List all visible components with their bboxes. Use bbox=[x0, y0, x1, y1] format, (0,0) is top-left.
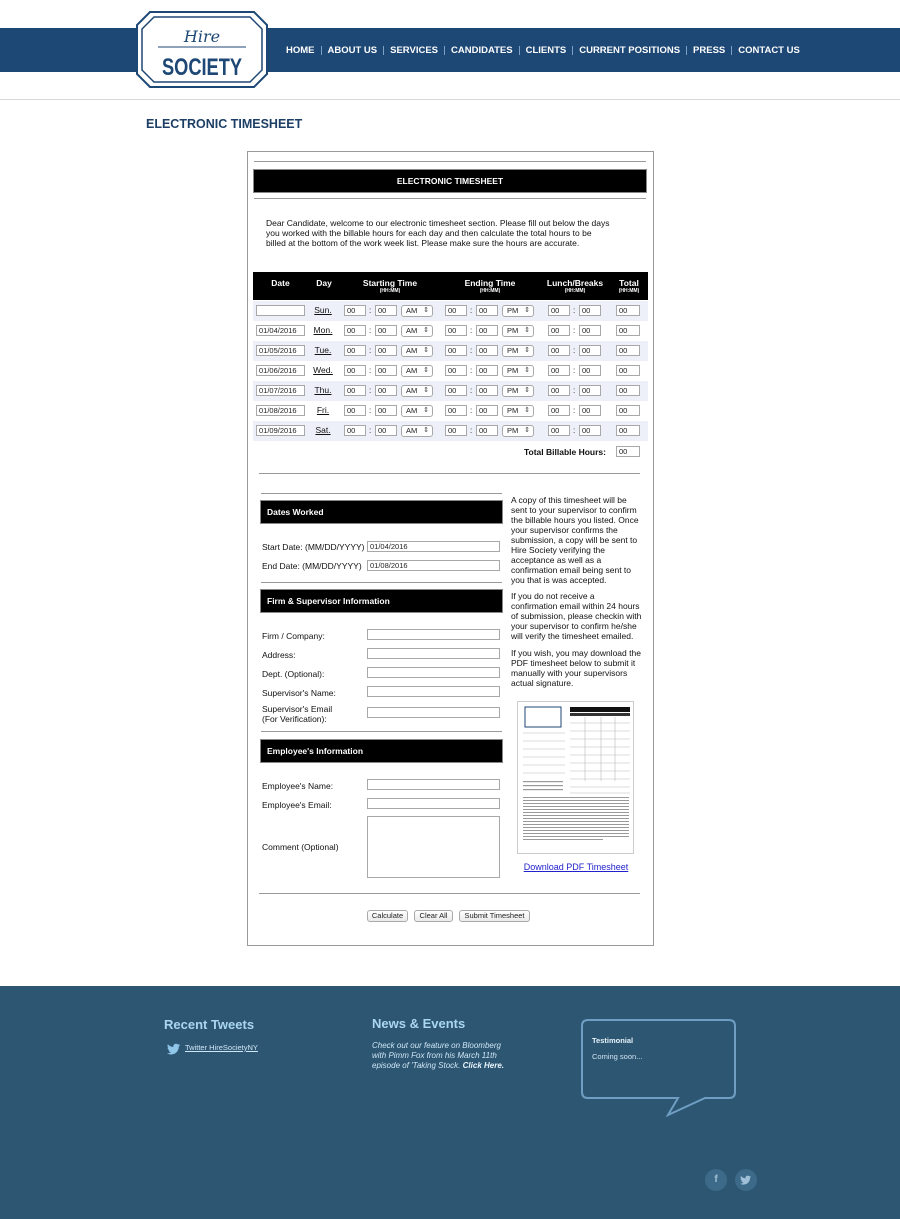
select-arrows-icon: ⇕ bbox=[524, 427, 530, 434]
select-value: PM bbox=[507, 366, 519, 375]
start-minute-input[interactable]: 00 bbox=[375, 325, 397, 336]
colon-separator: : bbox=[573, 346, 576, 355]
divider bbox=[254, 198, 646, 199]
lunch-minute-input[interactable]: 00 bbox=[579, 425, 601, 436]
select-arrows-icon: ⇕ bbox=[423, 387, 429, 394]
th-day: Day bbox=[316, 278, 332, 288]
start-ampm-select[interactable] bbox=[401, 425, 433, 437]
select-arrows-icon: ⇕ bbox=[524, 367, 530, 374]
day-label[interactable]: Sat. bbox=[315, 425, 331, 435]
start-minute-input[interactable]: 00 bbox=[375, 385, 397, 396]
divider bbox=[261, 493, 502, 494]
employee-name-input[interactable] bbox=[367, 779, 500, 790]
end-ampm-select[interactable] bbox=[502, 345, 534, 357]
lunch-minute-input[interactable]: 00 bbox=[579, 325, 601, 336]
start-minute-input[interactable]: 00 bbox=[375, 365, 397, 376]
intro-text: Dear Candidate, welcome to our electronic timesheet section. Please fill out below the days you worked with the billable hours for each day and then calculate the total hours to be billed at the bottom of the work week list. Please make sure the hours are accurate. bbox=[266, 218, 610, 248]
colon-separator: : bbox=[470, 366, 473, 375]
twitter-icon[interactable] bbox=[735, 1169, 757, 1191]
nav-separator bbox=[686, 46, 687, 55]
end-minute-input[interactable]: 00 bbox=[476, 305, 498, 316]
select-arrows-icon: ⇕ bbox=[423, 307, 429, 314]
select-arrows-icon: ⇕ bbox=[524, 327, 530, 334]
select-value: PM bbox=[507, 326, 519, 335]
end-minute-input[interactable]: 00 bbox=[476, 405, 498, 416]
main-nav bbox=[286, 44, 800, 56]
colon-separator: : bbox=[573, 306, 576, 315]
svg-text:Hire: Hire bbox=[183, 27, 221, 46]
start-minute-input[interactable]: 00 bbox=[375, 425, 397, 436]
lunch-hour-input[interactable]: 00 bbox=[548, 325, 570, 336]
end-date-label: End Date: (MM/DD/YYYY) bbox=[262, 561, 362, 571]
end-date-input[interactable]: 01/08/2016 bbox=[367, 560, 500, 571]
select-value: AM bbox=[406, 426, 418, 435]
divider bbox=[259, 473, 640, 474]
nav-item-about-us[interactable]: ABOUT US bbox=[327, 44, 378, 56]
total-input[interactable]: 00 bbox=[616, 345, 640, 356]
end-hour-input[interactable]: 00 bbox=[445, 345, 467, 356]
day-label[interactable]: Sun. bbox=[314, 305, 332, 315]
end-hour-input[interactable]: 00 bbox=[445, 325, 467, 336]
select-arrows-icon: ⇕ bbox=[524, 347, 530, 354]
end-minute-input[interactable]: 00 bbox=[476, 325, 498, 336]
end-ampm-select[interactable] bbox=[502, 365, 534, 377]
select-value: AM bbox=[406, 306, 418, 315]
select-value: AM bbox=[406, 406, 418, 415]
day-label[interactable]: Thu. bbox=[314, 385, 332, 395]
nav-item-current-positions[interactable]: CURRENT POSITIONS bbox=[579, 44, 681, 56]
start-hour-input[interactable]: 00 bbox=[344, 425, 366, 436]
date-input[interactable]: 01/06/2016 bbox=[256, 365, 305, 376]
select-arrows-icon: ⇕ bbox=[524, 307, 530, 314]
select-arrows-icon: ⇕ bbox=[423, 327, 429, 334]
end-minute-input[interactable]: 00 bbox=[476, 385, 498, 396]
end-ampm-select[interactable] bbox=[502, 425, 534, 437]
lunch-minute-input[interactable]: 00 bbox=[579, 365, 601, 376]
supervisor-email-label: Supervisor's Email (For Verification): bbox=[262, 704, 333, 724]
select-value: AM bbox=[406, 346, 418, 355]
firm-header: Firm & Supervisor Information bbox=[261, 590, 502, 612]
colon-separator: : bbox=[470, 306, 473, 315]
end-ampm-select[interactable] bbox=[502, 405, 534, 417]
lunch-minute-input[interactable]: 00 bbox=[579, 385, 601, 396]
start-hour-input[interactable]: 00 bbox=[344, 345, 366, 356]
start-hour-input[interactable]: 00 bbox=[344, 325, 366, 336]
select-arrows-icon: ⇕ bbox=[524, 387, 530, 394]
total-billable-label: Total Billable Hours: bbox=[523, 447, 606, 457]
clear-all-button[interactable]: Clear All bbox=[414, 910, 453, 922]
address-label: Address: bbox=[262, 650, 296, 660]
select-value: AM bbox=[406, 386, 418, 395]
select-value: PM bbox=[507, 426, 519, 435]
company-label: Firm / Company: bbox=[262, 631, 325, 641]
total-input[interactable]: 00 bbox=[616, 425, 640, 436]
select-value: PM bbox=[507, 406, 519, 415]
total-input[interactable]: 00 bbox=[616, 325, 640, 336]
employee-email-input[interactable] bbox=[367, 798, 500, 809]
date-input[interactable] bbox=[256, 305, 305, 316]
employee-name-label: Employee's Name: bbox=[262, 781, 334, 791]
lunch-hour-input[interactable]: 00 bbox=[548, 345, 570, 356]
day-label[interactable]: Fri. bbox=[316, 405, 330, 415]
select-value: PM bbox=[507, 306, 519, 315]
svg-text:SOCIETY: SOCIETY bbox=[162, 54, 242, 81]
lunch-hour-input[interactable]: 00 bbox=[548, 425, 570, 436]
select-arrows-icon: ⇕ bbox=[423, 427, 429, 434]
nav-separator bbox=[321, 46, 322, 55]
lunch-hour-input[interactable]: 00 bbox=[548, 305, 570, 316]
date-input[interactable]: 01/04/2016 bbox=[256, 325, 305, 336]
colon-separator: : bbox=[470, 346, 473, 355]
select-value: PM bbox=[507, 346, 519, 355]
th-lunch: Lunch/Breaks (HH:MM) bbox=[546, 278, 604, 294]
supervisor-name-input[interactable] bbox=[367, 686, 500, 697]
colon-separator: : bbox=[470, 386, 473, 395]
recent-tweets-title: Recent Tweets bbox=[164, 1017, 255, 1032]
form-header: ELECTRONIC TIMESHEET bbox=[254, 170, 646, 192]
download-pdf-link[interactable]: Download PDF Timesheet bbox=[523, 862, 629, 872]
news-events-title: News & Events bbox=[372, 1016, 466, 1031]
news-click-here-link[interactable]: Click Here. bbox=[462, 1061, 504, 1070]
divider bbox=[254, 161, 646, 162]
comment-textarea[interactable] bbox=[367, 816, 500, 878]
lunch-hour-input[interactable]: 00 bbox=[548, 405, 570, 416]
day-label[interactable]: Wed. bbox=[313, 365, 333, 375]
divider bbox=[259, 893, 640, 894]
comment-label: Comment (Optional) bbox=[262, 842, 339, 852]
start-minute-input[interactable]: 00 bbox=[375, 305, 397, 316]
nav-item-services[interactable]: SERVICES bbox=[390, 44, 438, 56]
submit-timesheet-button[interactable]: Submit Timesheet bbox=[459, 910, 530, 922]
nav-separator bbox=[572, 46, 573, 55]
colon-separator: : bbox=[573, 386, 576, 395]
supervisor-name-label: Supervisor's Name: bbox=[262, 688, 336, 698]
supervisor-email-input[interactable] bbox=[367, 707, 500, 718]
side-paragraph-1: A copy of this timesheet will be sent to your supervisor to confirm the billable hours you listed. Once your supervisor confirms the submission, a copy will be sent to Hire Society verifying the acceptance as well as a confirmation email being sent to you that is was accepted. bbox=[511, 495, 639, 585]
divider bbox=[261, 731, 502, 732]
nav-item-press[interactable]: PRESS bbox=[693, 44, 726, 56]
dept-input[interactable] bbox=[367, 667, 500, 678]
testimonial-text: Coming soon... bbox=[592, 1052, 643, 1061]
lunch-hour-input[interactable]: 00 bbox=[548, 365, 570, 376]
end-ampm-select[interactable] bbox=[502, 385, 534, 397]
hire-society-logo[interactable] bbox=[136, 11, 268, 88]
end-minute-input[interactable]: 00 bbox=[476, 365, 498, 376]
start-date-input[interactable]: 01/04/2016 bbox=[367, 541, 500, 552]
total-input[interactable]: 00 bbox=[616, 405, 640, 416]
select-arrows-icon: ⇕ bbox=[423, 407, 429, 414]
nav-item-home[interactable]: HOME bbox=[286, 44, 315, 56]
colon-separator: : bbox=[369, 306, 372, 315]
th-end: Ending Time (HH:MM) bbox=[464, 278, 516, 294]
end-minute-input[interactable]: 00 bbox=[476, 425, 498, 436]
start-ampm-select[interactable] bbox=[401, 385, 433, 397]
end-hour-input[interactable]: 00 bbox=[445, 385, 467, 396]
calculate-button[interactable]: Calculate bbox=[367, 910, 408, 922]
end-hour-input[interactable]: 00 bbox=[445, 425, 467, 436]
colon-separator: : bbox=[369, 346, 372, 355]
th-date: Date bbox=[271, 278, 290, 288]
testimonial-title: Testimonial bbox=[592, 1036, 634, 1045]
th-total: Total (HH:MM) bbox=[618, 278, 640, 294]
employee-email-label: Employee's Email: bbox=[262, 800, 332, 810]
nav-separator bbox=[731, 46, 732, 55]
total-input[interactable]: 00 bbox=[616, 385, 640, 396]
start-ampm-select[interactable] bbox=[401, 365, 433, 377]
testimonial-bubble bbox=[580, 1019, 737, 1117]
colon-separator: : bbox=[369, 386, 372, 395]
facebook-icon[interactable]: f bbox=[705, 1169, 727, 1191]
colon-separator: : bbox=[573, 366, 576, 375]
end-hour-input[interactable]: 00 bbox=[445, 305, 467, 316]
select-value: PM bbox=[507, 386, 519, 395]
lunch-minute-input[interactable]: 00 bbox=[579, 305, 601, 316]
page-title: ELECTRONIC TIMESHEET bbox=[146, 117, 303, 131]
colon-separator: : bbox=[369, 366, 372, 375]
select-arrows-icon: ⇕ bbox=[524, 407, 530, 414]
address-input[interactable] bbox=[367, 648, 500, 659]
employee-header: Employee's Information bbox=[261, 740, 502, 762]
lunch-hour-input[interactable]: 00 bbox=[548, 385, 570, 396]
start-ampm-select[interactable] bbox=[401, 305, 433, 317]
side-paragraph-3: If you wish, you may download the PDF timesheet below to submit it manually with your supervisors actual signature. bbox=[511, 648, 641, 688]
end-hour-input[interactable]: 00 bbox=[445, 365, 467, 376]
start-ampm-select[interactable] bbox=[401, 405, 433, 417]
colon-separator: : bbox=[470, 406, 473, 415]
start-date-label: Start Date: (MM/DD/YYYY) bbox=[262, 542, 365, 552]
colon-separator: : bbox=[470, 426, 473, 435]
nav-item-candidates[interactable]: CANDIDATES bbox=[451, 44, 513, 56]
select-value: AM bbox=[406, 366, 418, 375]
twitter-bird-icon bbox=[167, 1042, 181, 1054]
select-value: AM bbox=[406, 326, 418, 335]
end-hour-input[interactable]: 00 bbox=[445, 405, 467, 416]
date-input[interactable]: 01/05/2016 bbox=[256, 345, 305, 356]
dept-label: Dept. (Optional): bbox=[262, 669, 325, 679]
nav-separator bbox=[383, 46, 384, 55]
header-divider bbox=[0, 99, 900, 100]
colon-separator: : bbox=[470, 326, 473, 335]
start-hour-input[interactable]: 00 bbox=[344, 385, 366, 396]
lunch-minute-input[interactable]: 00 bbox=[579, 345, 601, 356]
nav-separator bbox=[519, 46, 520, 55]
side-paragraph-2: If you do not receive a confirmation email within 24 hours of submission, please checkin with your supervisor to confirm he/she will verify the timesheet emailed. bbox=[511, 591, 642, 641]
colon-separator: : bbox=[369, 326, 372, 335]
start-minute-input[interactable]: 00 bbox=[375, 405, 397, 416]
colon-separator: : bbox=[573, 326, 576, 335]
date-input[interactable]: 01/09/2016 bbox=[256, 425, 305, 436]
pdf-timesheet-thumbnail[interactable] bbox=[517, 701, 634, 854]
start-ampm-select[interactable] bbox=[401, 345, 433, 357]
dates-worked-header: Dates Worked bbox=[261, 501, 502, 523]
news-text: Check out our feature on Bloomberg with Pimm Fox from his March 11th episode of 'Taking Stock. Click Here. bbox=[372, 1041, 504, 1070]
day-label[interactable]: Tue. bbox=[314, 345, 332, 355]
start-hour-input[interactable]: 00 bbox=[344, 305, 366, 316]
company-input[interactable] bbox=[367, 629, 500, 640]
start-hour-input[interactable]: 00 bbox=[344, 405, 366, 416]
start-ampm-select[interactable] bbox=[401, 325, 433, 337]
lunch-minute-input[interactable]: 00 bbox=[579, 405, 601, 416]
th-start: Starting Time (HH:MM) bbox=[362, 278, 418, 294]
start-hour-input[interactable]: 00 bbox=[344, 365, 366, 376]
nav-item-contact-us[interactable]: CONTACT US bbox=[738, 44, 800, 56]
total-input[interactable]: 00 bbox=[616, 365, 640, 376]
start-minute-input[interactable]: 00 bbox=[375, 345, 397, 356]
colon-separator: : bbox=[573, 406, 576, 415]
day-label[interactable]: Mon. bbox=[313, 325, 333, 335]
select-arrows-icon: ⇕ bbox=[423, 367, 429, 374]
date-input[interactable]: 01/07/2016 bbox=[256, 385, 305, 396]
colon-separator: : bbox=[573, 426, 576, 435]
end-ampm-select[interactable] bbox=[502, 305, 534, 317]
divider bbox=[261, 582, 502, 583]
end-ampm-select[interactable] bbox=[502, 325, 534, 337]
colon-separator: : bbox=[369, 426, 372, 435]
end-minute-input[interactable]: 00 bbox=[476, 345, 498, 356]
colon-separator: : bbox=[369, 406, 372, 415]
twitter-link[interactable]: Twitter HireSocietyNY bbox=[185, 1043, 258, 1052]
total-input[interactable]: 00 bbox=[616, 305, 640, 316]
nav-item-clients[interactable]: CLIENTS bbox=[525, 44, 567, 56]
total-billable-input[interactable]: 00 bbox=[616, 446, 640, 457]
date-input[interactable]: 01/08/2016 bbox=[256, 405, 305, 416]
select-arrows-icon: ⇕ bbox=[423, 347, 429, 354]
nav-separator bbox=[444, 46, 445, 55]
